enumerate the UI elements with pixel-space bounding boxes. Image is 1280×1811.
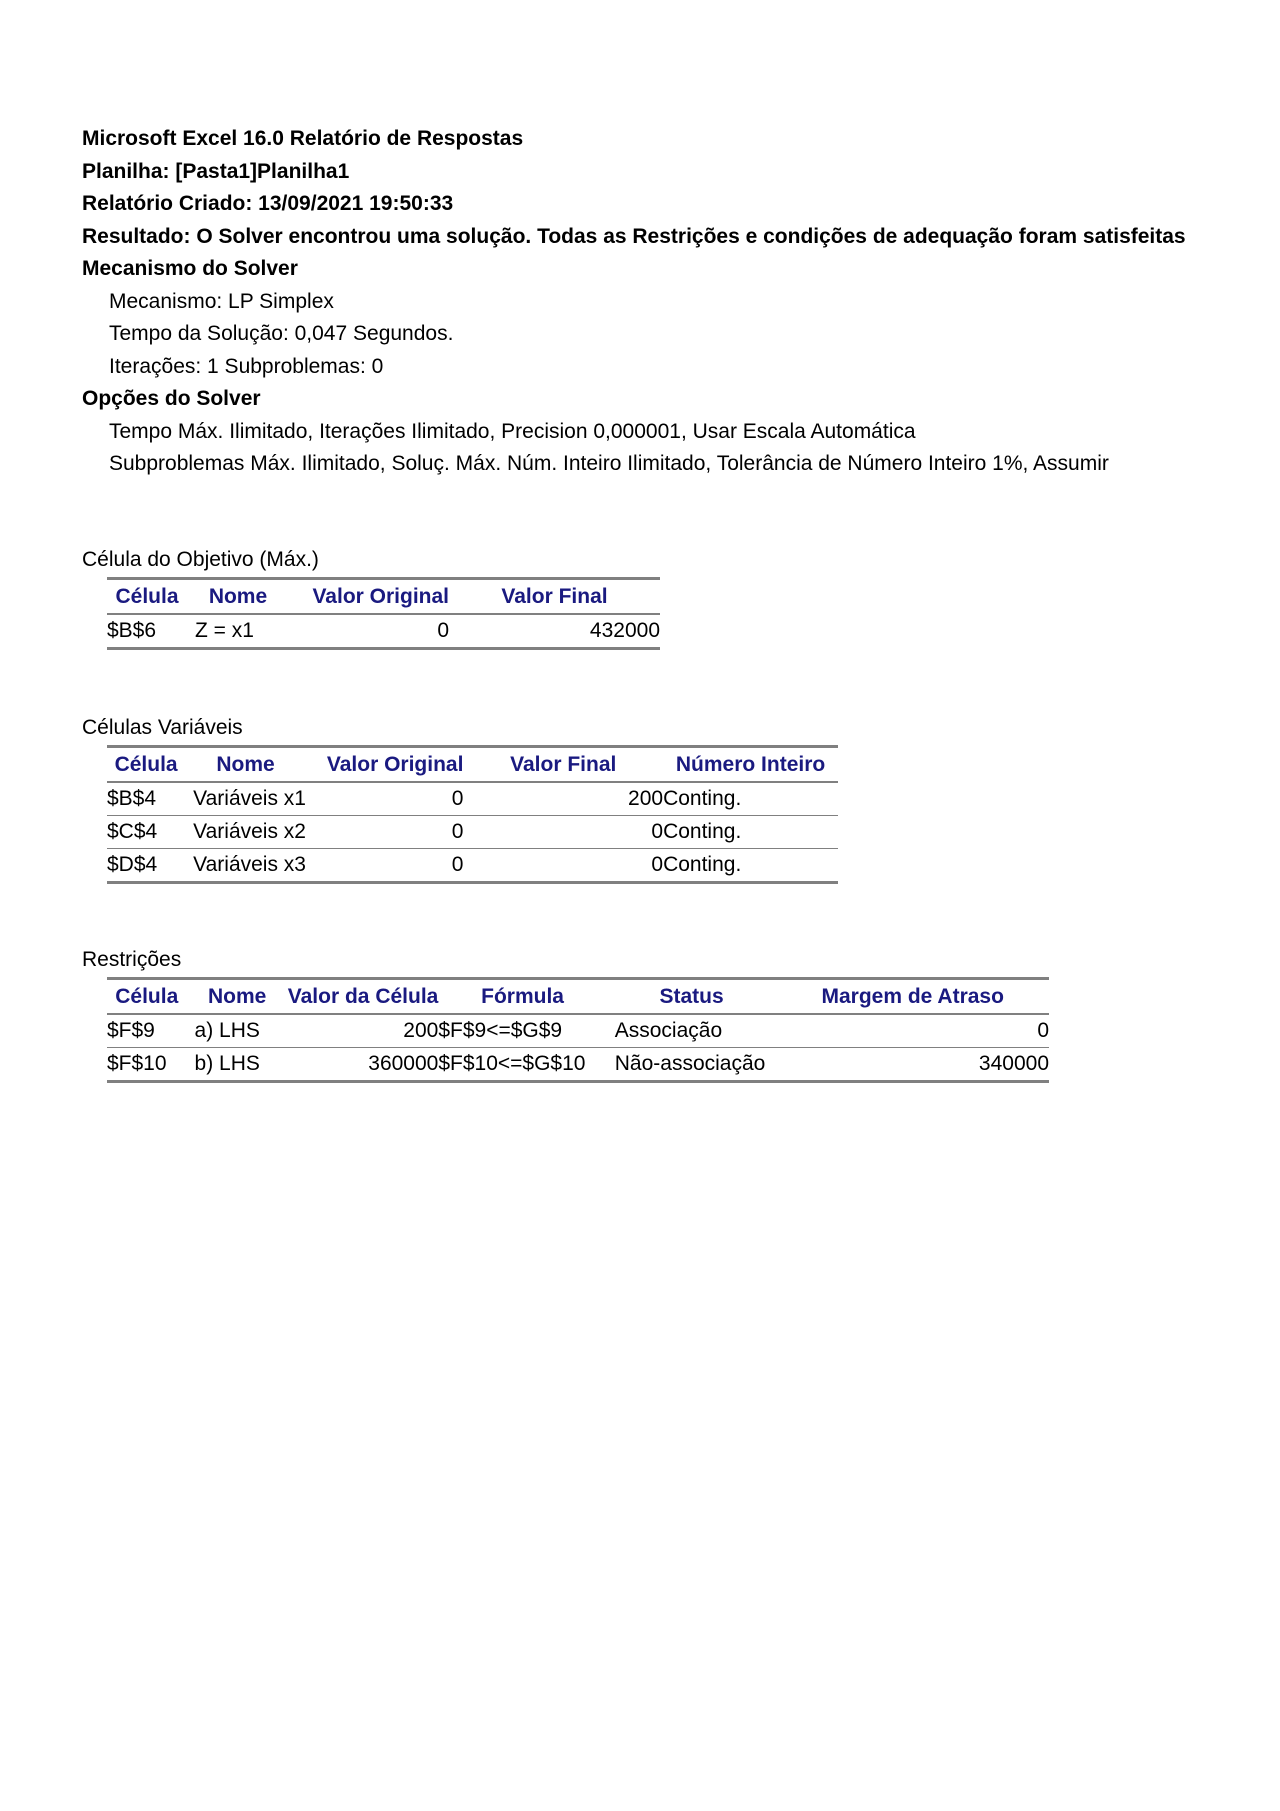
- cell-ref: $C$4: [107, 816, 185, 849]
- col-header-value: Valor da Célula: [288, 979, 439, 1015]
- cell-status: Não-associação: [607, 1048, 777, 1082]
- col-header-cell: Célula: [107, 979, 187, 1015]
- col-header-integer: Número Inteiro: [663, 747, 838, 783]
- cell-name: Z = x1: [187, 614, 289, 649]
- table-row: [107, 782, 838, 816]
- cell-ref: $F$10: [107, 1048, 187, 1082]
- cell-slack: 0: [776, 1014, 1049, 1048]
- constraints-header-row: [107, 979, 1049, 1015]
- cell-ref: $F$9: [107, 1014, 187, 1048]
- cell-ref: $B$6: [107, 614, 187, 649]
- cell-original: 0: [306, 849, 463, 883]
- iterations-label: Iterações: 1 Subproblemas: 0: [109, 354, 384, 378]
- engine-label: Mecanismo: LP Simplex: [109, 289, 334, 313]
- cell-original: 0: [306, 816, 463, 849]
- table-row: [107, 816, 838, 849]
- constraints-section-title: Restrições: [82, 948, 182, 971]
- variables-header-row: [107, 747, 838, 783]
- cell-name: a) LHS: [187, 1014, 288, 1048]
- col-header-cell: Célula: [107, 579, 187, 615]
- cell-final: 0: [463, 849, 663, 883]
- cell-formula: $F$9<=$G$9: [438, 1014, 606, 1048]
- result-label: Resultado: O Solver encontrou uma solução. Todas as Restrições e condições de adequação foram satisfeitas: [82, 224, 1186, 248]
- col-header-final: Valor Final: [449, 579, 660, 615]
- cell-name: Variáveis x1: [185, 782, 306, 816]
- options-heading: Opções do Solver: [82, 387, 261, 410]
- objective-header-row: [107, 579, 660, 615]
- col-header-name: Nome: [185, 747, 306, 783]
- cell-value: 360000: [288, 1048, 439, 1082]
- table-row: [107, 1014, 1049, 1048]
- solution-time-label: Tempo da Solução: 0,047 Segundos.: [109, 322, 454, 345]
- cell-final: 0: [463, 816, 663, 849]
- cell-integer: Conting.: [663, 849, 838, 883]
- col-header-cell: Célula: [107, 747, 185, 783]
- options-line-2: Subproblemas Máx. Ilimitado, Soluç. Máx. Núm. Inteiro Ilimitado, Tolerância de Número Inteiro 1%, Assumir: [109, 452, 1109, 475]
- cell-formula: $F$10<=$G$10: [438, 1048, 606, 1082]
- cell-name: Variáveis x2: [185, 816, 306, 849]
- cell-original: 0: [306, 782, 463, 816]
- variables-section-title: Células Variáveis: [82, 716, 243, 739]
- objective-section-title: Célula do Objetivo (Máx.): [82, 548, 319, 571]
- col-header-slack: Margem de Atraso: [776, 979, 1049, 1015]
- col-header-original: Valor Original: [306, 747, 463, 783]
- cell-ref: $D$4: [107, 849, 185, 883]
- engine-heading: Mecanismo do Solver: [82, 257, 298, 280]
- variables-table: [107, 745, 838, 884]
- col-header-name: Nome: [187, 979, 288, 1015]
- objective-table: [107, 577, 660, 650]
- cell-original: 0: [289, 614, 449, 649]
- cell-ref: $B$4: [107, 782, 185, 816]
- table-row: [107, 1048, 1049, 1082]
- col-header-name: Nome: [187, 579, 289, 615]
- options-line-1: Tempo Máx. Ilimitado, Iterações Ilimitado, Precision 0,000001, Usar Escala Automática: [109, 419, 916, 443]
- report-header: [82, 123, 1186, 481]
- table-row: [107, 614, 660, 649]
- col-header-original: Valor Original: [289, 579, 449, 615]
- table-row: [107, 849, 838, 883]
- constraints-table: [107, 977, 1049, 1083]
- col-header-final: Valor Final: [463, 747, 663, 783]
- created-label: Relatório Criado: 13/09/2021 19:50:33: [82, 192, 454, 215]
- report-title: Microsoft Excel 16.0 Relatório de Respostas: [82, 127, 524, 150]
- cell-name: b) LHS: [187, 1048, 288, 1082]
- cell-slack: 340000: [776, 1048, 1049, 1082]
- cell-value: 200: [288, 1014, 439, 1048]
- cell-integer: Conting.: [663, 782, 838, 816]
- cell-final: 200: [463, 782, 663, 816]
- cell-final: 432000: [449, 614, 660, 649]
- worksheet-label: Planilha: [Pasta1]Planilha1: [82, 159, 350, 183]
- col-header-formula: Fórmula: [438, 979, 606, 1015]
- col-header-status: Status: [607, 979, 777, 1015]
- cell-status: Associação: [607, 1014, 777, 1048]
- cell-integer: Conting.: [663, 816, 838, 849]
- cell-name: Variáveis x3: [185, 849, 306, 883]
